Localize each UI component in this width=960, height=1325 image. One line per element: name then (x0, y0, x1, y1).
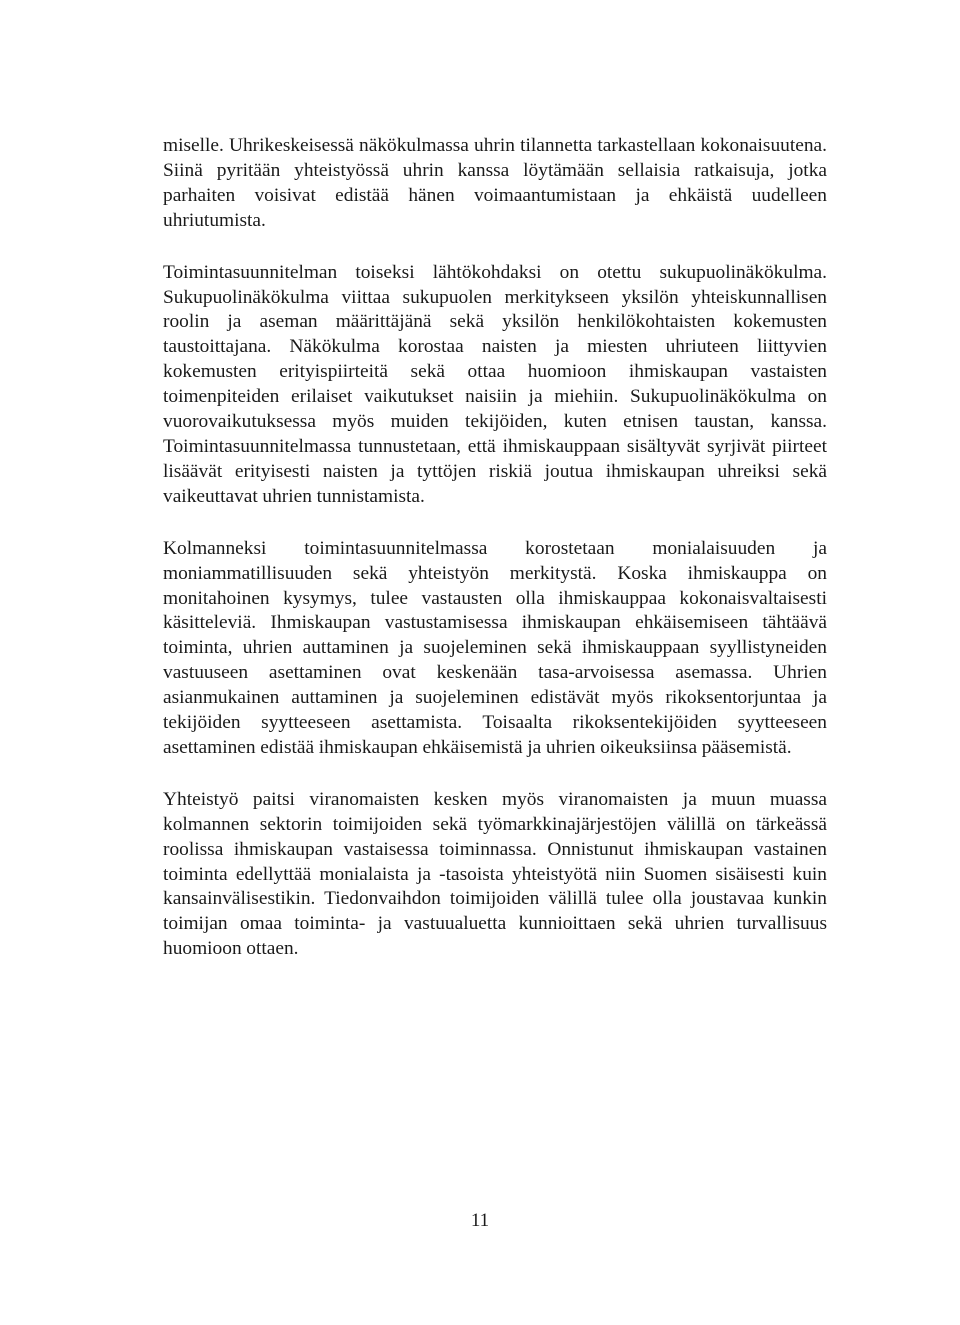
paragraph-1: miselle. Uhrikeskeisessä näkökulmassa uhrin tilannetta tarkastellaan kokonaisuutena. Siinä pyritään yhteistyössä uhrin kanssa löytämään sellaisia ratkaisuja, jotka parhaiten voisivat edistää hänen voimaantumistaan ja ehkäistä uudelleen uhriutumista. (163, 135, 827, 231)
paragraph-3: Kolmanneksi toimintasuunnitelmassa korostetaan monialaisuuden ja moniammatillisuuden sekä yhteistyön merkitystä. Koska ihmiskauppa on monitahoinen kysymys, tulee vastausten olla ihmiskauppaa kokonaisvaltaisesti käsitteleviä. Ihmiskaupan vastustamisessa ihmiskaupan ehkäisemiseen tähtäävä toiminta, uhrien auttaminen ja suojeleminen sekä ihmiskauppaan syyllistyneiden vastuuseen asettaminen ovat keskenään tasa-arvoisessa asemassa. Uhrien asianmukainen auttaminen ja suojeleminen edistävät myös rikoksentorjuntaa ja tekijöiden syytteeseen asettamista. Toisaalta rikoksentekijöiden syytteeseen asettaminen edistää ihmiskaupan ehkäisemistä ja uhrien oikeuksiinsa pääsemistä. (163, 537, 827, 758)
body-text (163, 134, 827, 989)
paragraph-2: Toimintasuunnitelman toiseksi lähtökohdaksi on otettu sukupuolinäkökulma. Sukupuolinäkökulma viittaa sukupuolen merkitykseen yksilön yhteiskunnallisen roolin ja aseman määrittäjänä sekä yksilön henkilökohtaisten kokemusten taustoittajana. Näkökulma korostaa naisten ja miesten uhriuteen liittyvien kokemusten erityispiirteitä sekä ottaa huomioon ihmiskaupan vastaisten toimenpiteiden erilaiset vaikutukset naisiin ja miehiin. Sukupuolinäkökulma on vuorovaikutuksessa myös muiden tekijöiden, kuten etnisen taustan, kanssa. Toimintasuunnitelmassa tunnustetaan, että ihmiskauppaan sisältyvät syrjivät piirteet lisäävät erityisesti naisten ja tyttöjen riskiä joutua ihmiskaupan uhreiksi sekä vaikeuttavat uhrien tunnistamista. (163, 261, 827, 507)
page-number: 11 (470, 1210, 490, 1231)
paragraph-4: Yhteistyö paitsi viranomaisten kesken myös viranomaisten ja muun muassa kolmannen sektorin toimijoiden sekä työmarkkinajärjestöjen välillä on tärkeässä roolissa ihmiskaupan vastaisessa toiminnassa. Onnistunut ihmiskaupan vastainen toiminta edellyttää monialaista ja -tasoista yhteistyötä niin Suomen sisäisesti kuin kansainvälisestikin. Tiedonvaihdon toimijoiden välillä tulee olla joustavaa kunkin toimijan omaa toiminta- ja vastuualuetta kunnioittaen sekä uhrien turvallisuus huomioon ottaen. (163, 788, 827, 960)
